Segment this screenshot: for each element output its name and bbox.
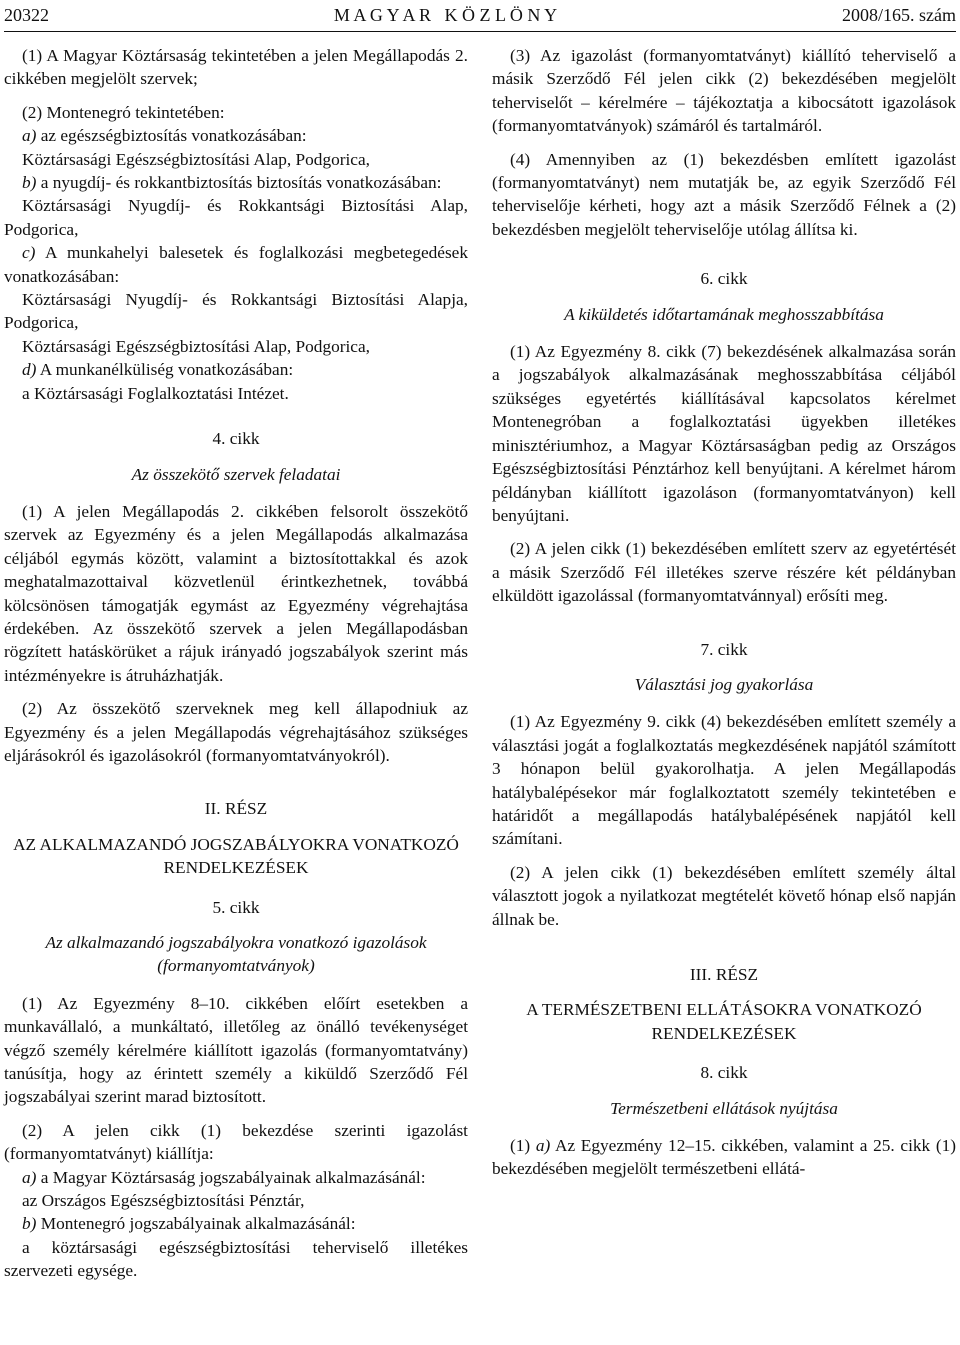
paragraph: (1) A jelen Megállapodás 2. cikkében felsorolt összekötő szervek az Egyezmény és a jelen Megállapodás alkalmazása céljából egymás között, valamint a biztosítottakkal és azok meghatalmazottaival közvetlenül érintkezhetnek, továbbá kölcsönösen támogatják egymást az Egyezmény végrehajtása érdekében. Az összekötő szervek a jelen Megállapodásban rögzített hatáskörüket a rájuk irányadó jogszabályok szerint más intézményekre is átruházhatják. (4, 501, 468, 685)
article-number: 4. cikk (212, 429, 260, 449)
article-title: Természetbeni ellátások nyújtása (610, 1098, 838, 1118)
paragraph: (3) Az igazolást (formanyomtatványt) kiállító teherviselő a másik Szerződő Fél jelen cikk (2) bekezdésében megjelölt teherviselőt – kérelmére – tájékoztatja a kibocsátott igazolások (formanyomtatványok) számáról és tartalmáról. (492, 46, 956, 136)
part-number: II. RÉSZ (204, 799, 268, 819)
paragraph: (2) Montenegró tekintetében: (22, 102, 225, 122)
journal-title: M A G Y A R K Ö Z L Ö N Y (333, 4, 558, 25)
item-label: d) (22, 360, 37, 380)
list-item-line: Köztársasági Egészségbiztosítási Alap, Podgorica, (22, 336, 370, 356)
part-number: III. RÉSZ (689, 965, 759, 984)
item-label: a) (535, 1136, 551, 1156)
page-header (4, 4, 956, 26)
paragraph: (2) A jelen cikk (1) bekezdésében említett szerv az egyetértését a másik Szerződő Fél illetékes szerve részére két példányban elküldött igazolással (formanyomtatvánnyal) erősíti meg. (492, 539, 956, 606)
list-item-line: az Országos Egészségbiztosítási Pénztár, (22, 1191, 305, 1211)
issue-number: 2008/165. szám (841, 4, 956, 25)
item-label: b) (22, 1214, 37, 1234)
article-title: Az összekötő szervek feladatai (131, 464, 341, 484)
item-text: A munkanélküliség vonatkozásában: (36, 360, 294, 380)
item-text: az egészségbiztosítás vonatkozásában: (36, 126, 307, 146)
list-item (4, 1212, 468, 1235)
item-text: Montenegró jogszabályainak alkalmazásánál: (36, 1214, 356, 1234)
article-title: Az alkalmazandó jogszabályokra vonatkozó igazolások (formanyomtatványok) (45, 933, 427, 976)
paragraph: (1) Az Egyezmény 8. cikk (7) bekezdésének alkalmazása során a jogszabályok alkalmazásának meghosszabbítása céljából szükséges egyetértés kiállításával kapcsolatos kérelmet Montenegróban a foglalkoztatási ügyekben illetékes minisztériumhoz, a Magyar Köztársaságban pedig az Országos Egészségbiztosítási Pénztárhoz kell benyújtani. A kérelmet három példányban kiállított igazoláson (formanyomtatványon) kell benyújtani. (492, 342, 956, 525)
paragraph: (2) A jelen cikk (1) bekezdésében említett személy által választott jogok a nyilatkozat megtételét követő hónap első napján állnak be. (492, 862, 956, 929)
paragraph: (2) A jelen cikk (1) bekezdése szerinti igazolást (formanyomtatványt) kiállítja: (4, 1120, 468, 1164)
article-number: 5. cikk (212, 897, 260, 917)
list-item-line: Köztársasági Nyugdíj- és Rokkantsági Biztosítási Alap, Podgorica, (4, 196, 468, 239)
article-title: Választási jog gyakorlása (634, 674, 814, 694)
paragraph: (1) A Magyar Köztársaság tekintetében a jelen Megállapodás 2. cikkében megjelölt szervek; (4, 46, 468, 89)
item-text: a Magyar Köztársaság jogszabályainak alkalmazásánál: (36, 1167, 426, 1187)
item-label: a) (22, 1167, 37, 1187)
part-title: AZ ALKALMAZANDÓ JOGSZABÁLYOKRA VONATKOZÓ RENDELKEZÉSEK (13, 834, 459, 878)
list-item (4, 1166, 468, 1189)
list-item-line: Köztársasági Egészségbiztosítási Alap, Podgorica, (22, 149, 370, 169)
item-label: b) (22, 173, 37, 193)
paragraph-prefix: (1) (510, 1136, 536, 1156)
item-label: a) (22, 126, 37, 146)
list-item (4, 358, 468, 381)
list-item (4, 124, 468, 147)
header-rule (4, 31, 956, 32)
item-text: a nyugdíj- és rokkantbiztosítás biztosítás vonatkozásában: (36, 173, 442, 193)
item-label: c) (22, 243, 36, 263)
paragraph: (1) Az Egyezmény 9. cikk (4) bekezdésében említett személy a választási jogát a foglalkoztatás megkezdésének napjától számított 3 hónapon belül gyakorolhatja. A jelen Megállapodás hatálybalépésekor már foglalkoztatott személy tekintetében e határidőt a megállapodás hatálybalépésének napjától kell számítani. (492, 712, 956, 849)
article-title: A kiküldetés időtartamának meghosszabbítása (564, 304, 884, 324)
list-item (4, 171, 468, 194)
item-text: A munkahelyi balesetek és foglalkozási megbetegedések vonatkozásában: (4, 243, 468, 286)
article-number: 8. cikk (700, 1063, 748, 1083)
paragraph (492, 1134, 956, 1181)
part-title: A TERMÉSZETBENI ELLÁTÁSOKRA VONATKOZÓ RENDELKEZÉSEK (526, 1000, 922, 1043)
list-item-line: a köztársasági egészségbiztosítási teherviselő illetékes szervezeti egysége. (4, 1237, 468, 1281)
right-column (492, 44, 956, 1191)
page-number: 20322 (4, 4, 49, 25)
list-item-line: a Köztársasági Foglalkoztatási Intézet. (22, 383, 289, 403)
article-number: 7. cikk (700, 639, 748, 659)
list-item (4, 241, 468, 288)
left-column (4, 44, 468, 1283)
article-number: 6. cikk (700, 269, 748, 289)
paragraph: (1) Az Egyezmény 8–10. cikkében előírt esetekben a munkavállaló, a munkáltató, illetőleg az önálló tevékenységet végző személy kérelmére kiállított igazolás (formanyomtatvány) tanúsítja, hogy az érintett személy a kiküldő Szerződő Fél jogszabályai szerint marad biztosított. (4, 993, 468, 1107)
paragraph: (4) Amennyiben az (1) bekezdésben említett igazolást (formanyomtatványt) nem mutatják be, az egyik Szerződő Fél teherviselője kérheti, hogy azt a másik Szerződő Félnek a (2) bekezdésben megjelölt teherviselője utólag állítsa ki. (492, 149, 956, 239)
paragraph-text: Az Egyezmény 12–15. cikkében, valamint a 25. cikk (1) bekezdésében megjelölt természetbeni ellátá- (492, 1136, 956, 1179)
list-item-line: Köztársasági Nyugdíj- és Rokkantsági Biztosítási Alapja, Podgorica, (4, 290, 468, 333)
paragraph: (2) Az összekötő szerveknek meg kell állapodniuk az Egyezmény és a jelen Megállapodás végrehajtásához szükséges eljárásokról és igazolásokról (formanyomtatványokról). (4, 699, 468, 765)
